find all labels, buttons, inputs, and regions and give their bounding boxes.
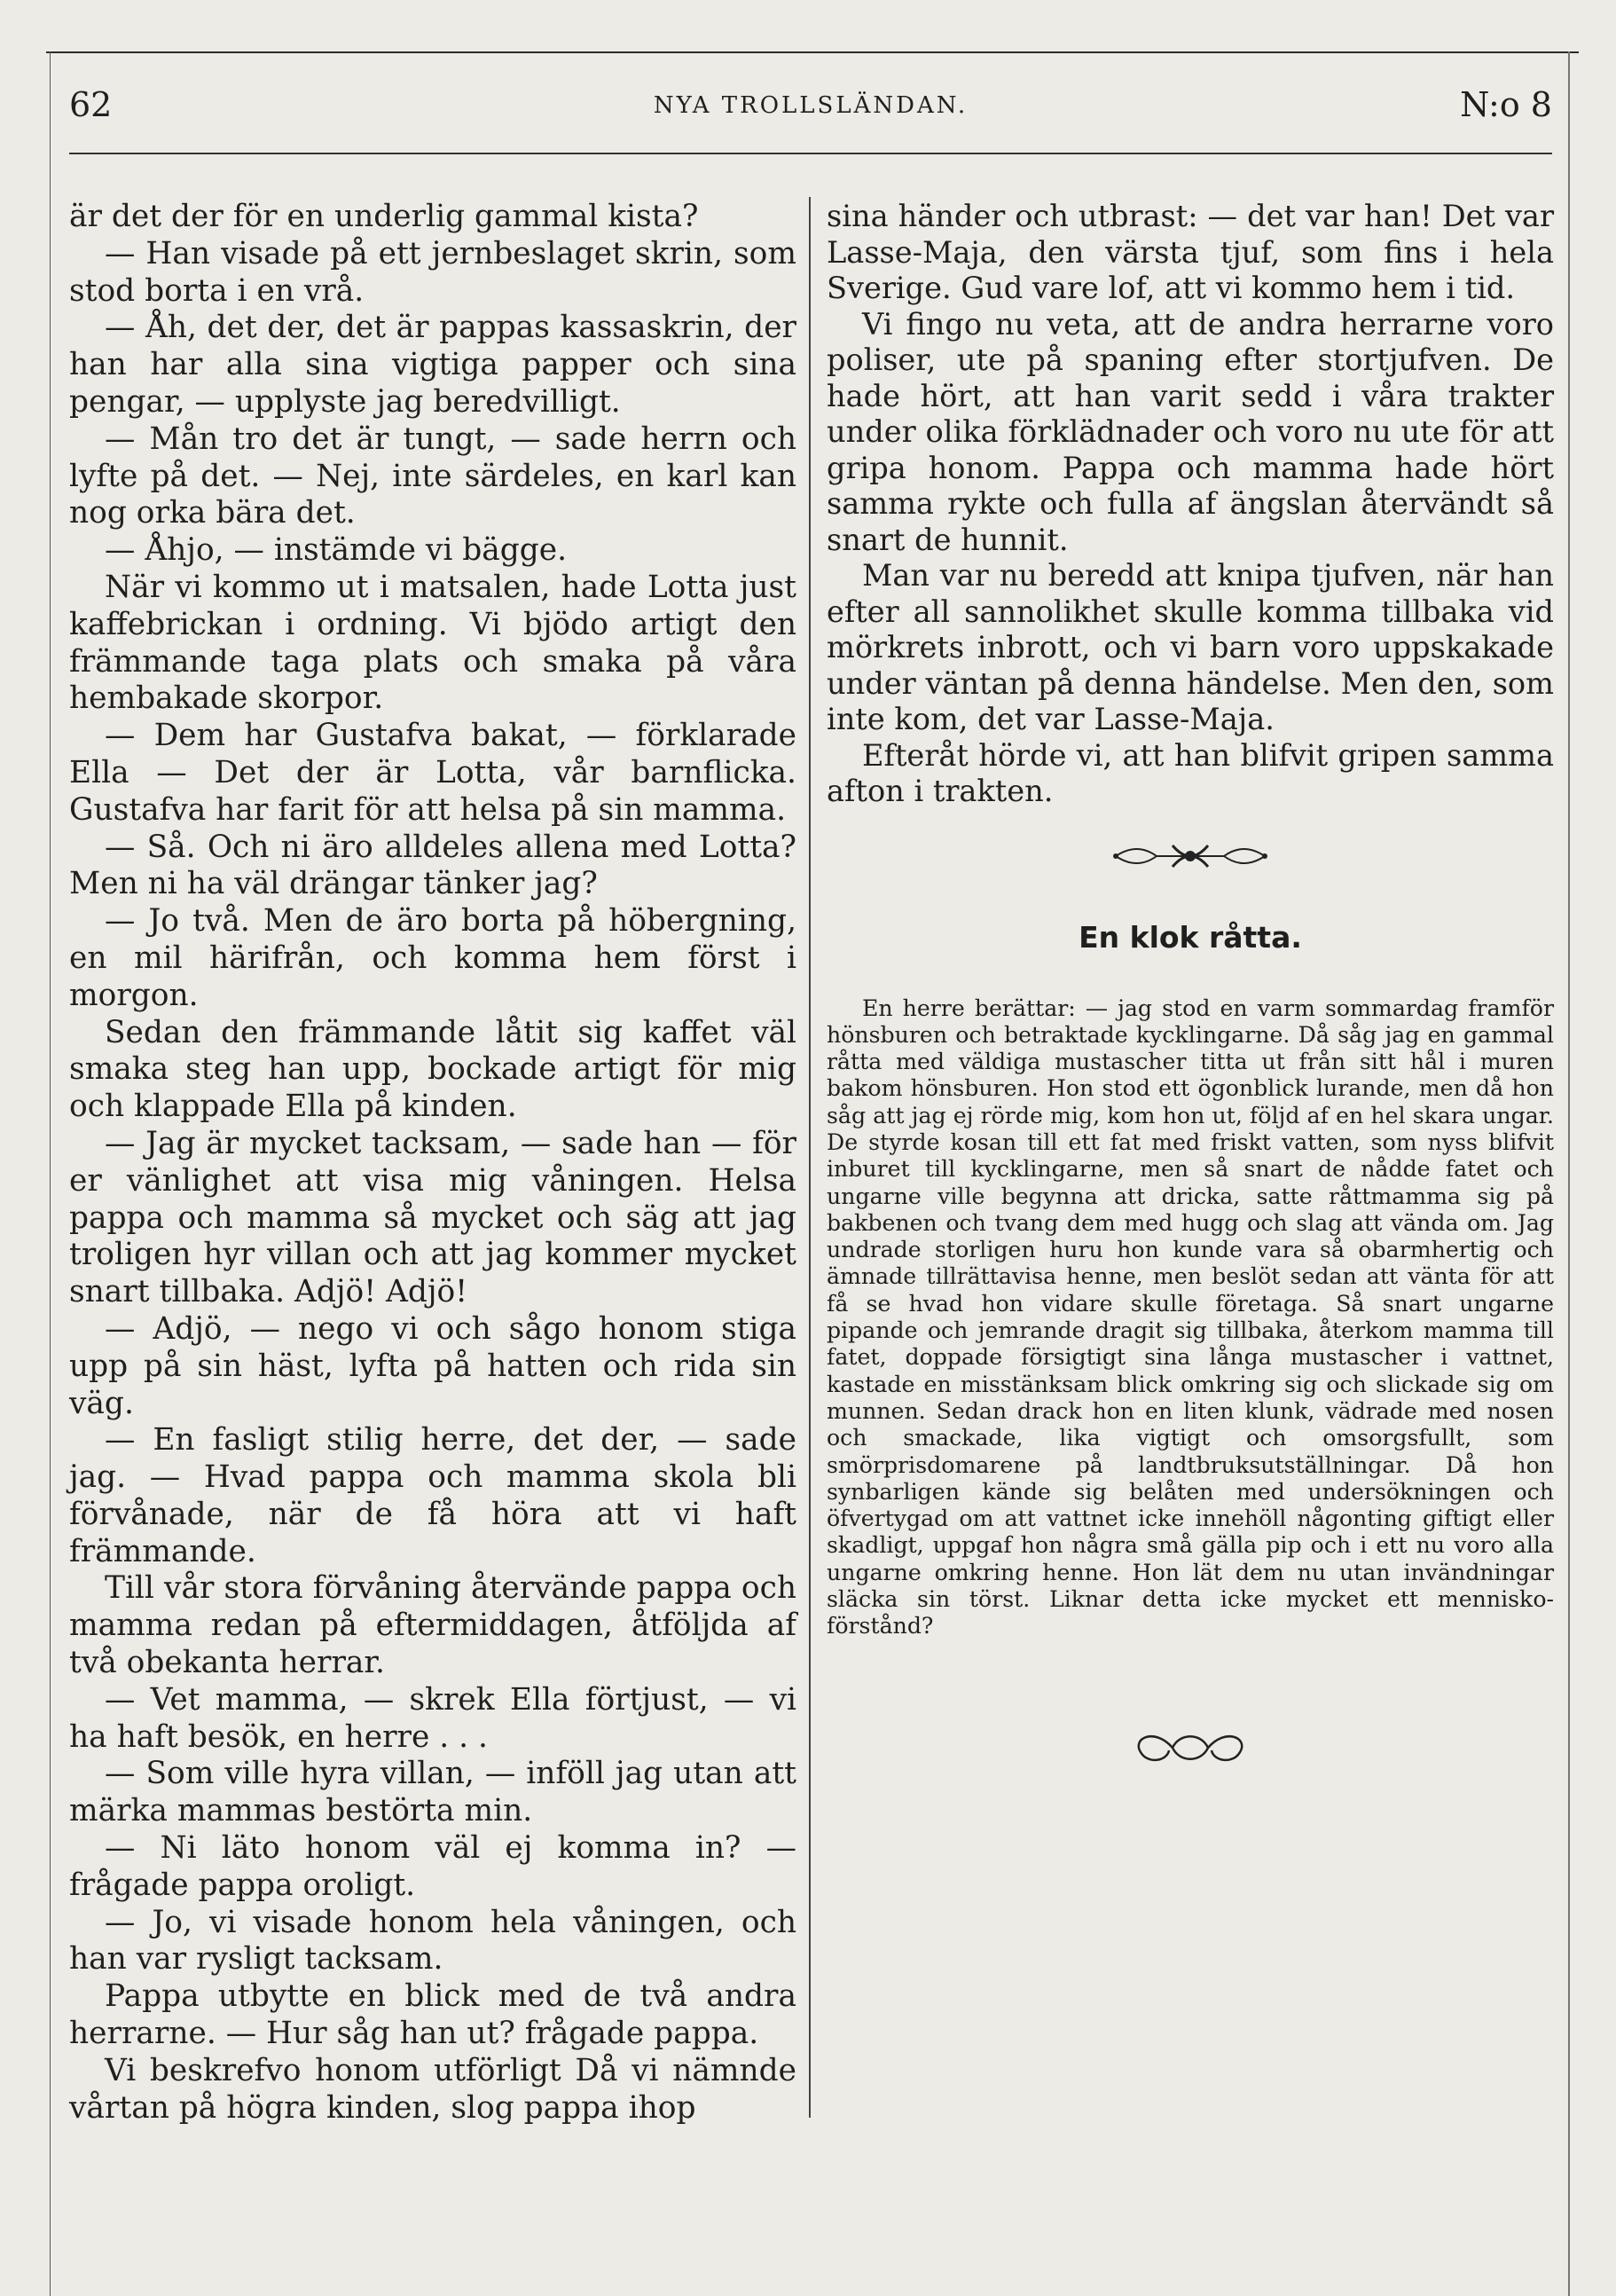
end-ornament-icon	[827, 1726, 1554, 1770]
issue-number: N:o 8	[1460, 85, 1552, 124]
paragraph: Till vår stora förvåning återvände pappa och mamma redan på eftermiddagen, åtföljda af två obekanta herrar.	[69, 1570, 796, 1681]
paragraph: — Ni läto honom väl ej komma in? — frågade pappa oroligt.	[69, 1830, 796, 1903]
frame-top-rule	[46, 51, 1579, 53]
paragraph: — Jo, vi visade honom hela våningen, och han var rysligt tacksam.	[69, 1904, 796, 1978]
ornament-icon	[827, 837, 1554, 876]
paragraph: — Åh, det der, det är pappas kassaskrin, der han har alla sina vigtiga papper och sina pengar, — upplyste jag beredvilligt.	[69, 310, 796, 420]
paragraph: Sedan den främmande låtit sig kaffet väl smaka steg han upp, bockade artigt för mig och klappade Ella på kinden.	[69, 1014, 796, 1125]
paragraph: Man var nu beredd att knipa tjufven, när han efter all sannolikhet skulle komma tillbaka vid mörkrets inbrott, och vi barn voro uppskakade under väntan på denna händelse. Men den, som inte kom, det var Lasse-Maja.	[827, 558, 1554, 736]
paragraph: — En fasligt stilig herre, det der, — sade jag. — Hvad pappa och mamma skola bli förvånade, när de få höra att vi haft främmande.	[69, 1422, 796, 1569]
paragraph: — Jo två. Men de äro borta på höbergning, en mil härifrån, och komma hem först i morgon.	[69, 903, 796, 1013]
paragraph: — Så. Och ni äro alldeles allena med Lotta? Men ni ha väl drängar tänker jag?	[69, 829, 796, 902]
paragraph: Vi fingo nu veta, att de andra herrarne voro poliser, ute på spaning efter stortjufven. De hade hört, att han varit sedd i våra trakter under olika förklädnader och voro nu ute för att gripa honom. Pappa och mamma hade hört samma rykte och fulla af ängslan återvändt så snart de hunnit.	[827, 306, 1554, 557]
paragraph: sina händer och utbrast: — det var han! Det var Lasse-Maja, den värsta tjuf, som fins i hela Sverige. Gud vare lof, att vi kommo hem i tid.	[827, 199, 1554, 305]
page-header	[69, 85, 1552, 128]
paragraph: — Mån tro det är tungt, — sade herrn och lyfte på det. — Nej, inte särdeles, en karl kan nog orka bära det.	[69, 421, 796, 531]
paragraph: När vi kommo ut i matsalen, hade Lotta just kaffebrickan i ordning. Vi bjödo artigt den främmande taga plats och smaka på våra hembakade skorpor.	[69, 569, 796, 717]
header-rule	[69, 153, 1552, 154]
story-title: En klok råtta.	[1079, 919, 1302, 955]
paragraph: är det der för en underlig gammal kista?	[69, 199, 699, 234]
page-number: 62	[69, 85, 113, 124]
paragraph: — Åhjo, — instämde vi bägge.	[105, 532, 568, 569]
paragraph: Vi beskrefvo honom utförligt Då vi nämnde vårtan på högra kinden, slog pappa ihop	[69, 2052, 796, 2126]
paragraph: — Adjö, — nego vi och sågo honom stiga upp på sin häst, lyfta på hatten och rida sin väg.	[69, 1310, 796, 1421]
running-title: NYA TROLLSLÄNDAN.	[653, 92, 969, 119]
column-divider	[809, 197, 811, 2118]
left-column	[69, 199, 796, 2127]
paragraph: — Vet mamma, — skrek Ella förtjust, — vi ha haft besök, en herre . . .	[69, 1681, 796, 1755]
paragraph: — Dem har Gustafva bakat, — förklarade Ella — Det der är Lotta, vår barnflicka. Gustafva har farit för att helsa på sin mamma.	[69, 718, 796, 828]
frame-left-rule	[50, 51, 51, 2296]
frame-right-rule	[1568, 51, 1570, 2296]
paragraph: Efteråt hörde vi, att han blifvit gripen samma afton i trakten.	[827, 737, 1554, 808]
paragraph: Pappa utbytte en blick med de två andra herrarne. — Hur såg han ut? frågade pappa.	[69, 1978, 796, 2052]
right-column	[827, 199, 1554, 1770]
story-text: En herre berättar: — jag stod en varm sommardag framför hönsburen och betraktade kycklingarne. Då såg jag en gammal råtta med väldiga mustascher titta ut från sitt hål i muren bakom hönsburen. Hon stod ett ögonblick lurande, men då hon såg att jag ej rörde mig, kom hon ut, följd af en hel skara ungar. De styrde kosan till ett fat med friskt vatten, som nyss blifvit inburet till kycklingarne, men så snart de nådde fatet och ungarne ville begynna att dricka, satte råttmamma sig på bakbenen och tvang dem med hugg och slag att vända om. Jag undrade storligen huru hon kunde vara så obarmhertig och ämnade tillrättavisa henne, men beslöt sedan att vänta för att få se hvad hon vidare skulle företaga. Så snart ungarne pipande och jemrande dragit sig tillbaka, återkom mamma till fatet, doppade försigtigt sina långa mustascher i vattnet, kastade en misstänksam blick omkring sig och slickade sig om munnen. Sedan drack hon en liten klunk, vädrade med nosen och smackade, lika vigtigt och omsorgsfullt, som smörprisdomarene på landtbruksutställningar. Då hon synbarligen kände sig belåten med undersökningen och öfvertygad om att vattnet icke innehöll någonting giftigt eller skadligt, uppgaf hon några små gälla pip och i ett nu voro alla ungarne omkring henne. Hon lät dem nu utan invändningar släcka sin törst. Liknar detta icke mycket ett mennisko-förstånd?	[827, 995, 1554, 1639]
paragraph: — Han visade på ett jernbeslaget skrin, som stod borta i en vrå.	[69, 235, 796, 309]
paragraph: — Som ville hyra villan, — inföll jag utan att märka mammas bestörta min.	[69, 1756, 796, 1829]
paragraph: — Jag är mycket tacksam, — sade han — för er vänlighet att visa mig våningen. Helsa pappa och mamma så mycket och säg att jag troligen hyr villan och att jag kommer mycket snart tillbaka. Adjö! Adjö!	[69, 1125, 796, 1310]
